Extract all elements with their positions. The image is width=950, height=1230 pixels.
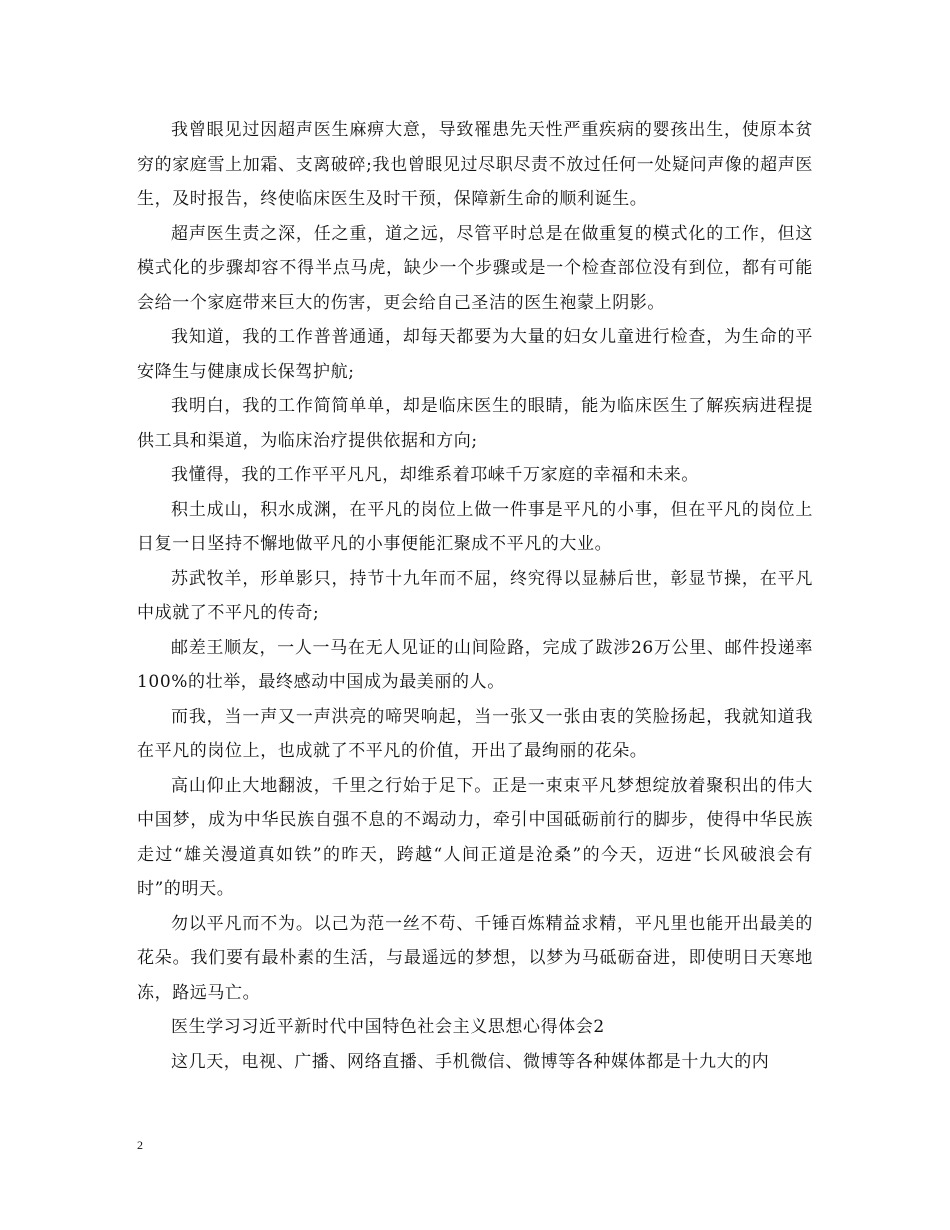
paragraph-1: 我曾眼见过因超声医生麻痹大意，导致罹患先天性严重疾病的婴孩出生，使原本贫穷的家庭雪上加霜、支离破碎;我也曾眼见过尽职尽责不放过任何一处疑问声像的超声医生，及时报告，终使临床医生及时干预，保障新生命的顺利诞生。 [137,120,813,209]
paragraph-12: 这几天，电视、广播、网络直播、手机微信、微博等各种媒体都是十九大的内 [171,1051,770,1072]
section-heading: 医生学习习近平新时代中国特色社会主义思想心得体会2 [171,1017,605,1037]
paragraph-11: 勿以平凡而不为。以己为范一丝不苟、千锤百炼精益求精，平凡里也能开出最美的花朵。我们要有最朴素的生活，与最遥远的梦想，以梦为马砥砺奋进，即使明日天寒地冻，路远马亡。 [137,913,813,1003]
paragraph-7: 苏武牧羊，形单影只，持节十九年而不屈，终究得以显赫后世，彰显节操，在平凡中成就了不平凡的传奇; [137,568,813,623]
paragraph-3: 我知道，我的工作普普通通，却每天都要为大量的妇女儿童进行检查，为生命的平安降生与健康成长保驾护航; [137,327,813,382]
paragraph-5: 我懂得，我的工作平平凡凡，却维系着邛崃千万家庭的幸福和未来。 [171,465,699,485]
paragraph-9: 而我，当一声又一声洪亮的啼哭响起，当一张又一张由衷的笑脸扬起，我就知道我在平凡的岗位上，也成就了不平凡的价值，开出了最绚丽的花朵。 [137,706,813,761]
paragraph-2: 超声医生责之深，任之重，道之远，尽管平时总是在做重复的模式化的工作，但这模式化的步骤却容不得半点马虎，缺少一个步骤或是一个检查部位没有到位，都有可能会给一个家庭带来巨大的伤害，更会给自己圣洁的医生袍蒙上阴影。 [137,223,813,313]
document-body [137,113,813,1079]
page-number: 2 [137,1138,143,1152]
paragraph-6: 积土成山，积水成渊，在平凡的岗位上做一件事是平凡的小事，但在平凡的岗位上日复一日坚持不懈地做平凡的小事便能汇聚成不平凡的大业。 [137,499,813,554]
paragraph-8: 邮差王顺友，一人一马在无人见证的山间险路，完成了跋涉26万公里、邮件投递率100%的壮举，最终感动中国成为最美丽的人。 [137,637,813,692]
paragraph-4: 我明白，我的工作简简单单，却是临床医生的眼睛，能为临床医生了解疾病进程提供工具和渠道，为临床治疗提供依据和方向; [137,396,813,451]
paragraph-10: 高山仰止大地翻波，千里之行始于足下。正是一束束平凡梦想绽放着聚积出的伟大中国梦，成为中华民族自强不息的不竭动力，牵引中国砥砺前行的脚步，使得中华民族走过“雄关漫道真如铁”的昨天，跨越“人间正道是沧桑”的今天，迈进“长风破浪会有时”的明天。 [137,775,813,899]
